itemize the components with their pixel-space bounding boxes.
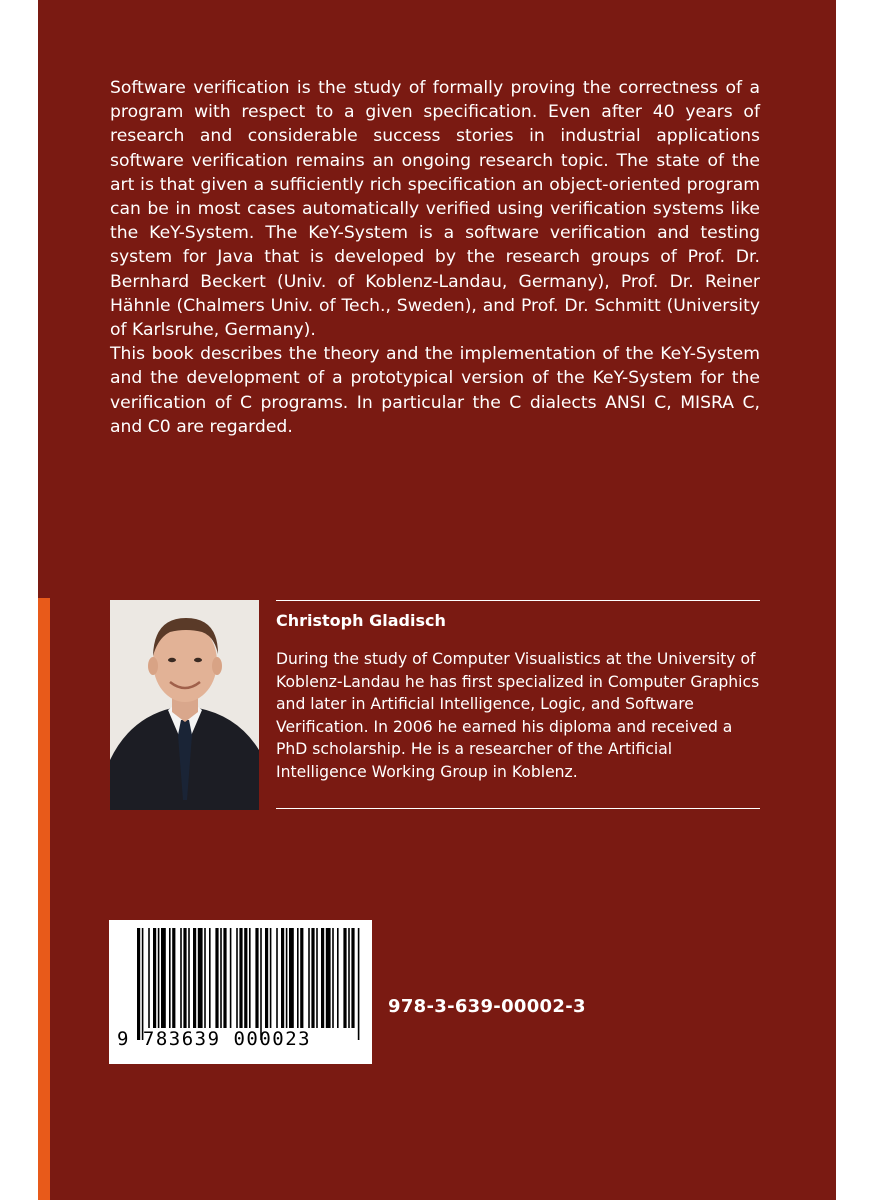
barcode-digits: 9 783639 000023 [117,1028,312,1050]
barcode-bar [161,928,166,1028]
barcode-bar [321,928,324,1028]
barcode-bar [300,928,303,1028]
barcode-bar [188,928,190,1028]
barcode-bar [286,928,288,1028]
author-photo [110,600,259,810]
barcode-bar [270,928,272,1028]
barcode-bar [142,928,144,1040]
barcode-bar [158,928,160,1028]
barcode-bar [255,928,258,1028]
blurb-paragraph-1: Software verification is the study of formally proving the correctness of a program with respect to a given specification. Even after 40 years of research and considerable success stories in industrial applications software verification remains an ongoing research topic. The state of the art is that given a sufficiently rich specification an object-oriented program can be in most cases automatically verified using verification systems like the KeY-System. The KeY-System is a software verification and testing system for Java that is developed by the research groups of Prof. Dr. Bernhard Beckert (Univ. of Koblenz-Landau, Germany), Prof. Dr. Reiner Hähnle (Chalmers Univ. of Tech., Sweden), and Prof. Dr. Schmitt (University of Karlsruhe, Germany). [110,78,760,341]
barcode-bar [172,928,175,1028]
barcode-bar [204,928,206,1028]
barcode-bar [343,928,346,1028]
barcode-bar [223,928,226,1028]
barcode-bar [183,928,186,1028]
barcode-bar [260,928,262,1040]
barcode-bar [244,928,247,1028]
barcode-bar [198,928,203,1028]
barcode-bar [332,928,334,1028]
barcode-bar [358,928,360,1040]
barcode-bar [308,928,310,1028]
barcode-bar [220,928,222,1028]
isbn-number: 978-3-639-00002-3 [388,996,586,1017]
back-cover-blurb [110,76,760,439]
barcode-bar [297,928,299,1028]
author-divider-bottom [276,808,760,809]
barcode-bar [193,928,196,1028]
author-name: Christoph Gladisch [276,611,446,630]
barcode-bar [148,928,150,1028]
barcode-bar [289,928,294,1028]
barcode-bar [326,928,331,1028]
barcode-bar [249,928,251,1028]
isbn-barcode [109,920,372,1064]
barcode-bar [153,928,156,1028]
barcode-bar [209,928,211,1028]
barcode-bar [281,928,284,1028]
barcode-bar [351,928,354,1028]
barcode-bar [137,928,140,1040]
author-bio: During the study of Computer Visualistics at the University of Koblenz-Landau he has first specialized in Computer Graphics and later in Artificial Intelligence, Logic, and Software Verification. In 2006 he earned his diploma and received a PhD scholarship. He is a researcher of the Artificial Intelligence Working Group in Koblenz. [276,650,760,781]
barcode-bar [265,928,268,1028]
barcode-bar [239,928,242,1028]
barcode-bar [236,928,238,1028]
barcode-bar [316,928,318,1028]
barcode-bar [180,928,182,1028]
blurb-paragraph-2: This book describes the theory and the implementation of the KeY-System and the development of a prototypical version of the KeY-System for the verification of C programs. In particular the C dialects ANSI C, MISRA C, and C0 are regarded. [110,344,760,437]
barcode-bar [276,928,278,1028]
author-divider-top [276,600,760,601]
barcode-bar [215,928,218,1028]
barcode-bar [230,928,232,1028]
barcode-bar [311,928,314,1028]
cover-edge [830,0,836,1088]
barcode-bar [169,928,171,1028]
spine-accent-stripe [38,598,50,1200]
barcode-bar [337,928,339,1028]
barcode-bar [348,928,350,1028]
